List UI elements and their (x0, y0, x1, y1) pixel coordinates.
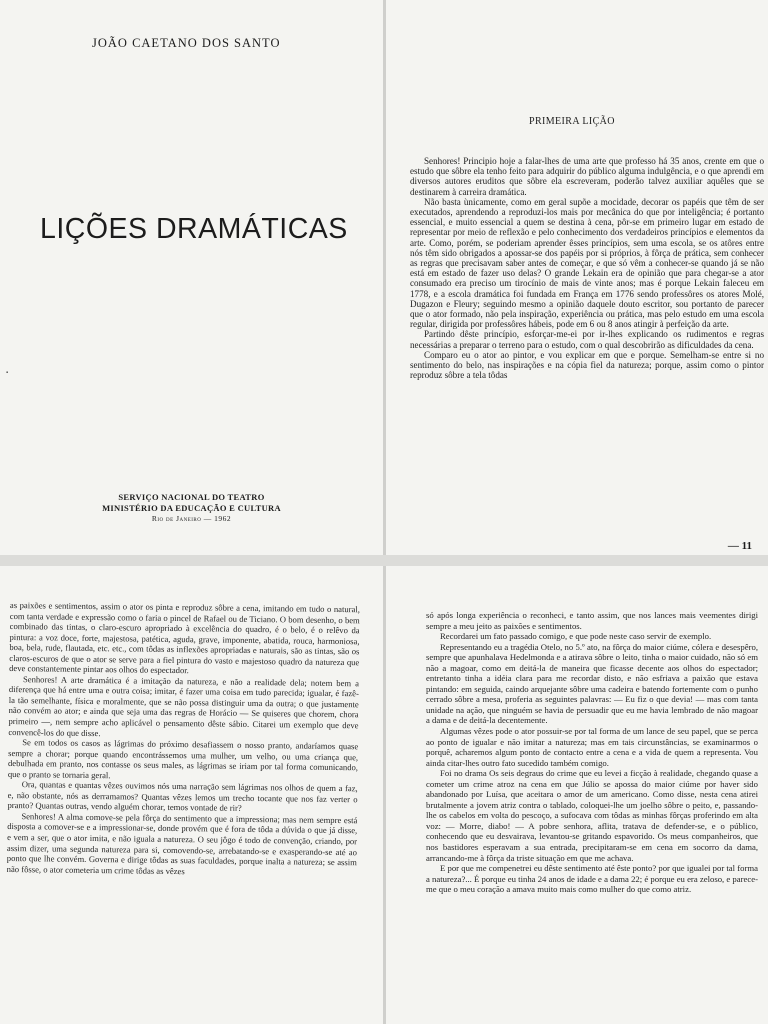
paragraph: Partindo dêste princípio, esforçar-me-ei por ir-lhes explicando os rudimentos e regras necessárias a preparar o terreno para o estudo, com o qual descobrirão as dificuldades da cena. (410, 329, 764, 350)
paragraph: E por que me compenetrei eu dêste sentimento até êste ponto? por que igualei por tal forma a natureza?... É porque eu tinha 24 anos de idade e a dama 22; é porque eu era zeloso, e parece-me que o meu coração a amava muito mais como mulher do que como atriz. (426, 863, 758, 895)
paragraph: Representando eu a tragédia Otelo, no 5.º ato, na fôrça do maior ciúme, cólera e desespêro, sempre que apunhalava Hedelmonda e a atirava sôbre o leito, tinha o maior cuidado, não só em não a magoar, como em deitá-la de maneira que ficasse decente aos olhos do espectador; entretanto tinha a idéia clara para me recordar disto, e não esfriava a paixão que estava pintando: em seguida, caindo arquejante sôbre uma cadeira e batendo fortemente com o punho cerrado sôbre a mesa, proferia as seguintes palavras: — Eu fiz o que devia! — mas com tanta unidade na ação, que ninguém se havia de persuadir que eu me havia lembrado de não magoar a dama e de deitá-la decentemente. (426, 641, 758, 726)
first-lesson-page (386, 0, 768, 555)
paragraph: Algumas vêzes pode o ator possuir-se por tal forma de um lance de seu papel, que se perca ao ponto de igualar e não imitar a natureza; mas em tais circunstâncias, se examinarmos o porquê, acharemos algum ponto de contacto entre a cena e a vida de quem a representa. Vou ainda citar-lhes outro fato sucedido também comigo. (426, 726, 758, 768)
paragraph: Se em todos os casos as lágrimas do próximo desafiassem o nosso pranto, andaríamos quase sempre a chorar; porque quando encontrássemos uma mulher, um velho, ou uma criança que, debulhada em pranto, nos contasse os seus males, as lágrimas se iriam por tal forma comunicando, que o pranto se tornaria geral. (7, 737, 359, 780)
paragraph: só após longa experiência o reconheci, e tanto assim, que nos lances mais veementes dirigi sempre a meu jeito as paixões e sentimentos. (426, 610, 758, 631)
scan-mark: ▪ (6, 370, 9, 376)
continuation-page-right (386, 566, 768, 1024)
book-title: LIÇÕES DRAMÁTICAS (40, 213, 348, 245)
page-body (426, 610, 758, 1024)
page-number: — 11 (727, 540, 752, 552)
paragraph: Foi no drama Os seis degraus do crime que eu levei a ficção à realidade, chegando quase a cometer um crime atroz na cena em que Júlio se apossa do maior ciúme por haver sido abandonado por Luísa, que aceitara o amor de um americano. Como disse, nesta cena atirei brutalmente a jovem atriz contra o tablado, coloquei-lhe um joelho sôbre o peito, e, passando-lhe os cabelos em volta do pescoço, a sufocava com tôdas as minhas fôrças proferindo em alta voz: — Morre, diabo! — A pobre senhora, aflita, tratava de defender-se, e o público, conhecendo que eu desvairava, levantou-se gritando espavorido. Os meus companheiros, que nos bastidores esperavam a sua entrada, precipitaram-se em cena em socorro da dama, arrancando-me à fôrça da triste situação em que me achava. (426, 768, 758, 863)
title-page (0, 0, 383, 555)
paragraph: as paixões e sentimentos, assim o ator os pinta e reproduz sôbre a cena, imitando em tudo o natural, com tanta verdade e expressão como o faria o pincel de Rafael ou de Ticiano. O bom desenho, o bem combinado das tintas, o claro-escuro apropriado à excelência do quadro, é o belo, é o relêvo da pintura: a voz doce, forte, majestosa, patética, aguda, grave, imponente, abatida, rouca, harmoniosa, boa, bela, rude, flautada, etc. etc., com tôdas as inflexões apropriadas e naturais, são as tintas, são os claros-escuros de que o ator se serve para a fiel pintura do vasto e majestoso quadro da natureza que deve constantemente pintar aos olhos do espectador. (9, 600, 360, 676)
place-date-line: Rio de Janeiro — 1962 (151, 514, 232, 523)
author-name: JOÃO CAETANO DOS SANTO (92, 36, 281, 50)
chapter-body (410, 156, 764, 530)
ministry-line: MINISTÉRIO DA EDUCAÇÃO E CULTURA (102, 503, 281, 513)
paragraph: Ora, quantas e quantas vêzes ouvimos nós uma narração sem lágrimas nos olhos de quem a faz, e, não obstante, nós as derramamos? Quantas vêzes lemos um trecho tocante que nos faz verter o pranto? Quantas outras, vendo alguém chorar, temos vontade de rir? (7, 779, 358, 814)
paragraph: Recordarei um fato passado comigo, e que pode neste caso servir de exemplo. (440, 631, 712, 642)
page-body (5, 600, 360, 1024)
publisher-line: SERVIÇO NACIONAL DO TEATRO (118, 492, 265, 502)
paragraph: Senhores! A alma comove-se pela fôrça do sentimento que a impressiona; mas nem sempre está disposta a comover-se e a impressionar-se, donde provém que é fora de tôda a dúvida o que já disse, e vem a ser, que o ator imita, e não iguala a natureza. O seu jôgo é todo de convenção, criando, por assim dizer, uma segunda natureza para si, comovendo-se, arrebatando-se e exasperando-se até ao ponto que lhe convém. Governa e dirige tôdas as suas faculdades, porque inalta a natureza; se assim não fôsse, o ator cometeria um crime tôdas as vêzes (6, 811, 358, 876)
paragraph: Senhores! A arte dramática é a imitação da natureza, e não a realidade dela; notem bem a diferença que há entre uma e outra coisa; imitar, é fazer uma coisa em tudo parecida; igualar, é fazê-la tão semelhante, física e moralmente, que se não possa distinguir uma da outra; o que justamente não convém ao ator; e ainda que seja uma das regras de Horácio — Se quiseres que chorem, chora primeiro —, nem sempre acho aplicável o pensamento dêste sábio. Citarei um exemplo que deve convencê-los do que disse. (8, 673, 360, 738)
paragraph: Senhores! Principio hoje a falar-lhes de uma arte que professo há 35 anos, crente em que o estudo que sôbre ela tenho feito para adquirir do público alguma indulgência, e o que aprendi em diversos autores eruditos que sôbre ela escreveram, poderão talvez auxiliar aquêles que se destinarem à carreira dramática. (410, 156, 764, 197)
chapter-title: PRIMEIRA LIÇÃO (529, 116, 615, 127)
continuation-page-left (0, 566, 383, 1024)
spread-divider (0, 555, 768, 566)
paragraph: Não basta ùnicamente, como em geral supõe a mocidade, decorar os papéis que têm de ser executados, aprendendo a reproduzi-los mais por mecânica do que por inteligência; é portanto essencial, e muito essencial a quem se destina à cena, pôr-se em primeiro lugar em estado de representar por meio de reflexão e pelo conhecimento dos verdadeiros princípios e elementos da arte. Como, porém, se poderiam aprender êsses princípios, sem uma escola, se os atôres entre nós têm sido obrigados a apossar-se dos papéis por si próprios, à fôrça de prática, sem conhecer as regras que precisavam saber antes de começar, e que só vêm a conhecer-se quando já se não está em estado de fazer uso delas? O grande Lekain era de opinião que para chegar-se a ator consumado era preciso um tirocínio de mais de vinte anos; mas é porque Lekain faleceu em 1778, e a escola dramática foi fundada em França em 1776 sendo professôres os atores Molé, Dugazon e Fleury; seguindo mesmo a opinião daquele douto escritor, sou portanto de parecer que o ator formado, não pela inspiração, experiência ou prática, mas pelo estudo em uma escola regular, dirigida por professôres hábeis, pode em 6 ou 8 anos atingir à perfeição da arte. (410, 196, 764, 330)
paragraph: Comparo eu o ator ao pintor, e vou explicar em que e porque. Semelham-se entre si no sentimento do belo, nas inspirações e na cópia fiel da natureza; porque, assim como o pintor reproduz sôbre a tela tôdas (410, 349, 764, 381)
